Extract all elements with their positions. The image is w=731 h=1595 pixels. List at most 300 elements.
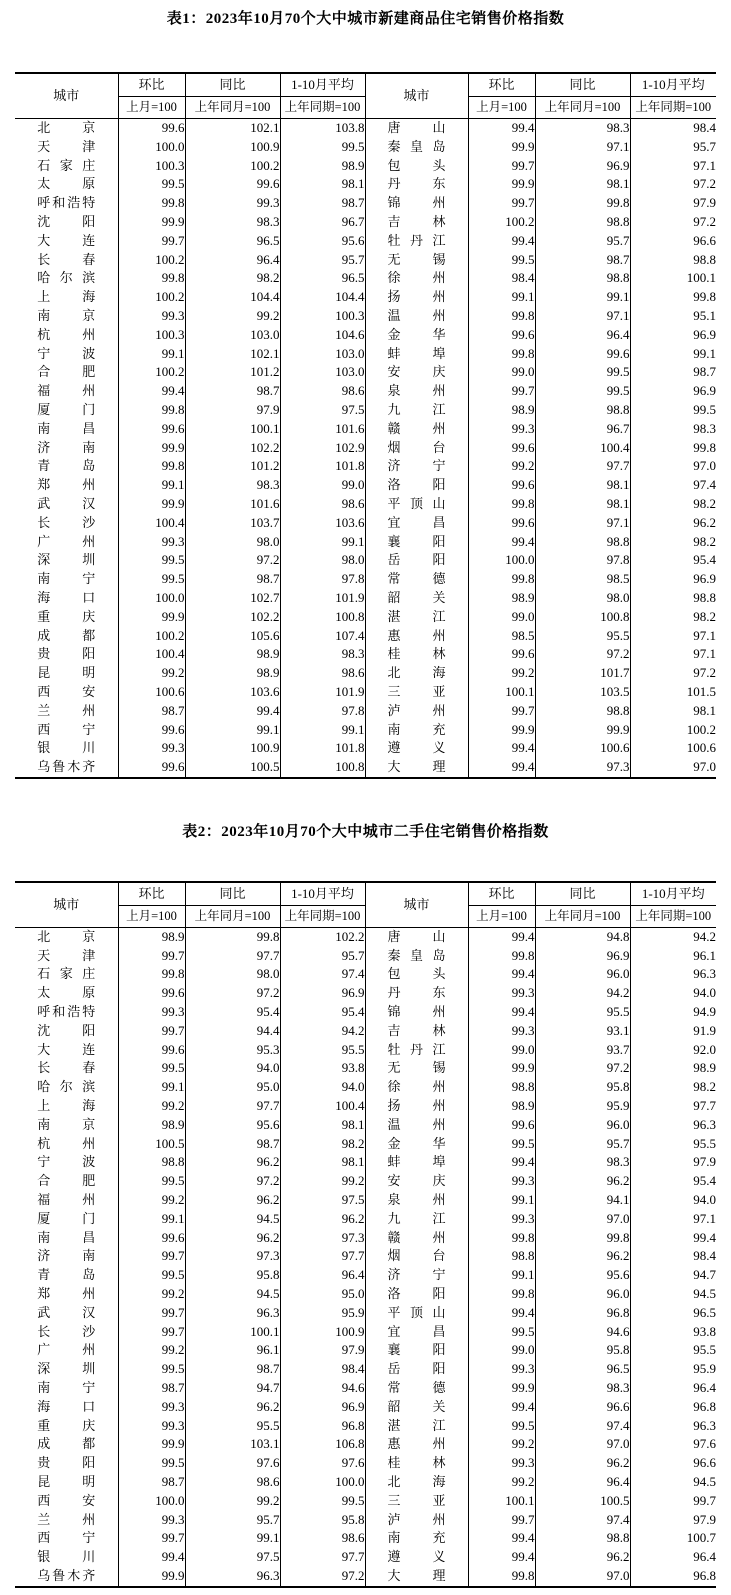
index-value-cell: 100.6 xyxy=(630,739,716,758)
city-name: 南京 xyxy=(37,307,96,323)
table1-new-home-price-index xyxy=(15,72,716,779)
city-name-cell xyxy=(15,533,118,552)
city-name: 合肥 xyxy=(37,364,96,380)
index-value-cell: 99.3 xyxy=(468,1210,535,1229)
index-value-cell: 97.0 xyxy=(535,1210,630,1229)
index-value-cell: 101.9 xyxy=(280,683,365,702)
city-name: 北海 xyxy=(387,1474,446,1489)
index-value-cell: 96.9 xyxy=(280,984,365,1003)
index-value-cell: 99.5 xyxy=(118,1360,185,1379)
index-value-cell: 96.8 xyxy=(280,1417,365,1436)
index-value-cell: 99.7 xyxy=(118,1323,185,1342)
city-name-cell xyxy=(15,551,118,570)
city-name: 泸州 xyxy=(387,1511,446,1527)
index-value-cell: 96.2 xyxy=(280,1210,365,1229)
index-value-cell: 99.9 xyxy=(468,721,535,740)
city-name-cell xyxy=(15,1135,118,1154)
city-name: 广州 xyxy=(37,533,96,549)
index-value-cell: 103.6 xyxy=(280,514,365,533)
city-name-cell xyxy=(365,457,468,476)
index-value-cell: 94.5 xyxy=(185,1210,280,1229)
index-value-cell: 99.9 xyxy=(118,439,185,458)
city-name: 扬州 xyxy=(387,289,446,305)
index-value-cell: 101.7 xyxy=(535,664,630,683)
table-row xyxy=(15,608,716,627)
index-value-cell: 100.4 xyxy=(280,1097,365,1116)
city-name-cell xyxy=(15,1285,118,1304)
index-value-cell: 97.5 xyxy=(280,401,365,420)
city-name: 太原 xyxy=(37,176,96,192)
city-name-cell xyxy=(15,382,118,401)
city-name: 西安 xyxy=(37,683,96,699)
city-name-cell xyxy=(365,1041,468,1060)
city-name-cell xyxy=(365,1529,468,1548)
index-value-cell: 99.2 xyxy=(185,307,280,326)
index-value-cell: 98.4 xyxy=(630,1247,716,1266)
index-value-cell: 100.7 xyxy=(630,1529,716,1548)
index-value-cell: 92.0 xyxy=(630,1041,716,1060)
index-value-cell: 99.3 xyxy=(118,1398,185,1417)
city-name-cell xyxy=(365,194,468,213)
index-value-cell: 98.8 xyxy=(535,1529,630,1548)
index-value-cell: 99.3 xyxy=(468,1454,535,1473)
index-value-cell: 97.2 xyxy=(630,175,716,194)
city-name: 金华 xyxy=(387,326,446,342)
table-row xyxy=(15,664,716,683)
index-value-cell: 97.2 xyxy=(535,645,630,664)
index-value-cell: 99.4 xyxy=(185,702,280,721)
city-name-cell xyxy=(15,457,118,476)
index-value-cell: 100.4 xyxy=(118,645,185,664)
table-row xyxy=(15,1454,716,1473)
index-value-cell: 99.9 xyxy=(535,721,630,740)
index-value-cell: 93.1 xyxy=(535,1022,630,1041)
city-name: 西宁 xyxy=(37,721,96,737)
index-value-cell: 97.1 xyxy=(630,627,716,646)
city-name: 南宁 xyxy=(37,571,96,587)
city-name: 合肥 xyxy=(37,1173,96,1189)
city-name: 杭州 xyxy=(37,1135,96,1151)
city-name: 青岛 xyxy=(37,1267,96,1283)
table-row xyxy=(15,1417,716,1436)
city-name: 常德 xyxy=(387,571,446,587)
city-name: 温州 xyxy=(387,1116,446,1132)
city-name-cell xyxy=(365,514,468,533)
index-value-cell: 98.7 xyxy=(185,570,280,589)
city-name: 兰州 xyxy=(37,702,96,718)
index-value-cell: 94.0 xyxy=(630,984,716,1003)
city-name-cell xyxy=(365,269,468,288)
index-value-cell: 98.1 xyxy=(535,476,630,495)
city-name: 大连 xyxy=(37,1041,96,1057)
city-name-cell xyxy=(365,627,468,646)
column-subheader-avg-base: 上年同期=100 xyxy=(280,97,365,119)
index-value-cell: 96.0 xyxy=(535,1285,630,1304)
city-name: 安庆 xyxy=(387,364,446,380)
city-name: 深圳 xyxy=(37,1361,96,1377)
index-value-cell: 102.9 xyxy=(280,439,365,458)
city-name-cell xyxy=(15,702,118,721)
city-name-cell xyxy=(15,1473,118,1492)
city-name: 沈阳 xyxy=(37,213,96,229)
index-value-cell: 98.9 xyxy=(118,1116,185,1135)
index-value-cell: 97.7 xyxy=(280,1247,365,1266)
city-name: 岳阳 xyxy=(387,552,446,568)
city-name: 吉林 xyxy=(387,1022,446,1038)
index-value-cell: 99.6 xyxy=(468,326,535,345)
city-name-cell xyxy=(365,1417,468,1436)
city-name: 上海 xyxy=(37,1098,96,1114)
city-name-cell xyxy=(365,326,468,345)
index-value-cell: 98.7 xyxy=(185,382,280,401)
index-value-cell: 97.7 xyxy=(185,947,280,966)
index-value-cell: 96.9 xyxy=(630,570,716,589)
index-value-cell: 96.8 xyxy=(535,1304,630,1323)
city-name: 长沙 xyxy=(37,514,96,530)
column-header-avg: 1-10月平均 xyxy=(630,882,716,906)
city-name: 福州 xyxy=(37,1192,96,1208)
column-header-mom: 环比 xyxy=(468,882,535,906)
index-value-cell: 94.1 xyxy=(535,1191,630,1210)
index-value-cell: 100.0 xyxy=(280,1473,365,1492)
index-value-cell: 98.1 xyxy=(630,702,716,721)
index-value-cell: 99.4 xyxy=(468,965,535,984)
city-name-cell xyxy=(365,570,468,589)
index-value-cell: 99.8 xyxy=(630,288,716,307)
city-name: 常德 xyxy=(387,1380,446,1396)
city-name: 九江 xyxy=(387,401,446,417)
index-value-cell: 99.7 xyxy=(468,702,535,721)
city-name: 大理 xyxy=(387,1567,446,1583)
city-name-cell xyxy=(15,326,118,345)
index-value-cell: 100.0 xyxy=(118,589,185,608)
index-value-cell: 97.3 xyxy=(535,758,630,778)
table-row xyxy=(15,702,716,721)
city-name-cell xyxy=(15,1304,118,1323)
index-value-cell: 96.0 xyxy=(535,1116,630,1135)
index-value-cell: 99.2 xyxy=(118,1341,185,1360)
city-name: 武汉 xyxy=(37,1304,96,1320)
table-row xyxy=(15,947,716,966)
city-name: 南充 xyxy=(387,1530,446,1546)
index-value-cell: 98.3 xyxy=(535,1153,630,1172)
city-name: 重庆 xyxy=(37,608,96,624)
index-value-cell: 100.6 xyxy=(535,739,630,758)
index-value-cell: 97.1 xyxy=(535,307,630,326)
city-name-cell xyxy=(15,307,118,326)
city-name-cell xyxy=(15,1022,118,1041)
index-value-cell: 96.1 xyxy=(630,947,716,966)
city-name: 桂林 xyxy=(387,1455,446,1471)
index-value-cell: 99.8 xyxy=(118,401,185,420)
index-value-cell: 97.2 xyxy=(185,1172,280,1191)
index-value-cell: 99.1 xyxy=(468,1266,535,1285)
city-name: 乌鲁木齐 xyxy=(37,1567,96,1583)
index-value-cell: 100.4 xyxy=(118,514,185,533)
index-value-cell: 99.5 xyxy=(630,401,716,420)
index-value-cell: 96.9 xyxy=(535,157,630,176)
index-value-cell: 99.5 xyxy=(118,1059,185,1078)
table-row xyxy=(15,1135,716,1154)
city-name-cell xyxy=(15,213,118,232)
index-value-cell: 96.2 xyxy=(535,1454,630,1473)
index-value-cell: 100.9 xyxy=(280,1323,365,1342)
city-name: 南京 xyxy=(37,1116,96,1132)
city-name: 泉州 xyxy=(387,1192,446,1208)
city-name: 襄阳 xyxy=(387,533,446,549)
index-value-cell: 94.4 xyxy=(185,1022,280,1041)
city-name-cell xyxy=(15,1398,118,1417)
index-value-cell: 95.0 xyxy=(280,1285,365,1304)
index-value-cell: 96.5 xyxy=(535,1360,630,1379)
index-value-cell: 102.2 xyxy=(280,927,365,946)
index-value-cell: 95.9 xyxy=(535,1097,630,1116)
city-name: 牡丹江 xyxy=(387,1041,446,1057)
index-value-cell: 99.8 xyxy=(118,269,185,288)
table-row xyxy=(15,927,716,946)
city-name-cell xyxy=(15,1323,118,1342)
city-name: 唐山 xyxy=(387,120,446,135)
index-value-cell: 100.1 xyxy=(185,1323,280,1342)
index-value-cell: 97.4 xyxy=(535,1511,630,1530)
city-name-cell xyxy=(15,1266,118,1285)
index-value-cell: 97.2 xyxy=(535,1059,630,1078)
index-value-cell: 96.2 xyxy=(185,1398,280,1417)
index-value-cell: 99.4 xyxy=(118,382,185,401)
column-header-city: 城市 xyxy=(365,73,468,119)
index-value-cell: 97.2 xyxy=(185,551,280,570)
index-value-cell: 95.5 xyxy=(630,1341,716,1360)
city-name: 赣州 xyxy=(387,420,446,436)
city-name: 广州 xyxy=(37,1342,96,1358)
index-value-cell: 99.2 xyxy=(118,1097,185,1116)
city-name-cell xyxy=(15,627,118,646)
index-value-cell: 99.6 xyxy=(118,1229,185,1248)
index-value-cell: 103.1 xyxy=(185,1435,280,1454)
index-value-cell: 99.5 xyxy=(280,1492,365,1511)
index-value-cell: 97.9 xyxy=(185,401,280,420)
column-subheader-yoy-base: 上年同月=100 xyxy=(185,905,280,927)
index-value-cell: 100.8 xyxy=(280,758,365,778)
index-value-cell: 96.6 xyxy=(630,1454,716,1473)
column-subheader-mom-base: 上月=100 xyxy=(118,905,185,927)
index-value-cell: 97.4 xyxy=(535,1417,630,1436)
index-value-cell: 99.2 xyxy=(280,1172,365,1191)
index-value-cell: 94.8 xyxy=(535,927,630,946)
index-value-cell: 97.1 xyxy=(630,1210,716,1229)
index-value-cell: 95.5 xyxy=(630,1135,716,1154)
city-name: 三亚 xyxy=(387,1492,446,1508)
index-value-cell: 96.6 xyxy=(630,232,716,251)
city-name: 长春 xyxy=(37,1060,96,1076)
city-name-cell xyxy=(365,1473,468,1492)
city-name: 大理 xyxy=(387,759,446,775)
index-value-cell: 101.2 xyxy=(185,457,280,476)
index-value-cell: 98.9 xyxy=(468,401,535,420)
table-row xyxy=(15,984,716,1003)
city-name-cell xyxy=(365,1398,468,1417)
index-value-cell: 98.8 xyxy=(535,213,630,232)
city-name-cell xyxy=(15,476,118,495)
city-name: 银川 xyxy=(37,1549,96,1565)
city-name-cell xyxy=(15,1116,118,1135)
index-value-cell: 99.5 xyxy=(468,251,535,270)
index-value-cell: 98.7 xyxy=(118,1473,185,1492)
index-value-cell: 99.7 xyxy=(630,1492,716,1511)
index-value-cell: 99.0 xyxy=(468,1341,535,1360)
table-row xyxy=(15,138,716,157)
city-name: 福州 xyxy=(37,383,96,399)
index-value-cell: 98.7 xyxy=(280,194,365,213)
city-name: 长沙 xyxy=(37,1323,96,1339)
index-value-cell: 96.9 xyxy=(630,326,716,345)
index-value-cell: 96.4 xyxy=(630,1379,716,1398)
index-value-cell: 96.2 xyxy=(630,514,716,533)
city-name-cell xyxy=(365,683,468,702)
city-name: 天津 xyxy=(37,947,96,963)
index-value-cell: 98.6 xyxy=(280,664,365,683)
index-value-cell: 99.9 xyxy=(118,1435,185,1454)
city-name-cell xyxy=(15,345,118,364)
index-value-cell: 95.9 xyxy=(630,1360,716,1379)
index-value-cell: 98.6 xyxy=(185,1473,280,1492)
city-name: 宜昌 xyxy=(387,514,446,530)
city-name-cell xyxy=(365,1341,468,1360)
city-name: 郑州 xyxy=(37,1286,96,1302)
city-name-cell xyxy=(15,1417,118,1436)
index-value-cell: 99.4 xyxy=(468,1398,535,1417)
city-name: 扬州 xyxy=(387,1098,446,1114)
index-value-cell: 98.0 xyxy=(535,589,630,608)
city-name-cell xyxy=(15,645,118,664)
table-row xyxy=(15,495,716,514)
index-value-cell: 105.6 xyxy=(185,627,280,646)
table-row xyxy=(15,288,716,307)
column-subheader-yoy-base: 上年同月=100 xyxy=(185,97,280,119)
index-value-cell: 99.2 xyxy=(185,1492,280,1511)
index-value-cell: 101.8 xyxy=(280,457,365,476)
index-value-cell: 99.7 xyxy=(118,1529,185,1548)
table-row xyxy=(15,1304,716,1323)
index-value-cell: 99.2 xyxy=(468,664,535,683)
city-name-cell xyxy=(365,1567,468,1587)
city-name: 厦门 xyxy=(37,1210,96,1226)
table-row xyxy=(15,627,716,646)
city-name-cell xyxy=(15,1529,118,1548)
city-name-cell xyxy=(15,1511,118,1530)
index-value-cell: 104.4 xyxy=(280,288,365,307)
index-value-cell: 103.7 xyxy=(185,514,280,533)
index-value-cell: 99.2 xyxy=(118,1191,185,1210)
index-value-cell: 99.9 xyxy=(468,1379,535,1398)
index-value-cell: 98.5 xyxy=(535,570,630,589)
index-value-cell: 97.2 xyxy=(280,1567,365,1587)
table-row xyxy=(15,589,716,608)
city-name: 厦门 xyxy=(37,401,96,417)
column-header-yoy: 同比 xyxy=(535,882,630,906)
table-row xyxy=(15,533,716,552)
index-value-cell: 97.5 xyxy=(185,1548,280,1567)
city-name-cell xyxy=(365,1059,468,1078)
index-value-cell: 99.8 xyxy=(118,965,185,984)
city-name-cell xyxy=(15,1191,118,1210)
index-value-cell: 100.2 xyxy=(118,288,185,307)
city-name: 温州 xyxy=(387,307,446,323)
index-value-cell: 96.9 xyxy=(535,947,630,966)
index-value-cell: 97.3 xyxy=(185,1247,280,1266)
table-row xyxy=(15,1511,716,1530)
city-name-cell xyxy=(365,758,468,778)
table-row xyxy=(15,1285,716,1304)
table-row xyxy=(15,476,716,495)
table-row xyxy=(15,1567,716,1587)
table-row xyxy=(15,551,716,570)
index-value-cell: 98.6 xyxy=(280,1529,365,1548)
index-value-cell: 99.4 xyxy=(468,758,535,778)
city-name-cell xyxy=(15,947,118,966)
table-row xyxy=(15,645,716,664)
city-name: 韶关 xyxy=(387,1398,446,1414)
index-value-cell: 96.5 xyxy=(185,232,280,251)
index-value-cell: 97.8 xyxy=(280,570,365,589)
table-row xyxy=(15,119,716,138)
index-value-cell: 99.6 xyxy=(468,1116,535,1135)
index-value-cell: 99.8 xyxy=(630,439,716,458)
index-value-cell: 97.2 xyxy=(185,984,280,1003)
index-value-cell: 96.0 xyxy=(535,965,630,984)
index-value-cell: 99.4 xyxy=(468,927,535,946)
city-name-cell xyxy=(15,1360,118,1379)
index-value-cell: 96.7 xyxy=(280,213,365,232)
index-value-cell: 95.7 xyxy=(280,251,365,270)
city-name-cell xyxy=(365,1379,468,1398)
city-name: 深圳 xyxy=(37,552,96,568)
table-row xyxy=(15,1266,716,1285)
index-value-cell: 96.7 xyxy=(535,420,630,439)
city-name: 大连 xyxy=(37,232,96,248)
index-value-cell: 102.2 xyxy=(185,439,280,458)
city-name-cell xyxy=(15,1210,118,1229)
city-name: 昆明 xyxy=(37,1474,96,1489)
index-value-cell: 97.6 xyxy=(630,1435,716,1454)
table-row xyxy=(15,1341,716,1360)
city-name: 无锡 xyxy=(387,1060,446,1076)
index-value-cell: 99.0 xyxy=(468,608,535,627)
index-value-cell: 96.4 xyxy=(185,251,280,270)
index-value-cell: 100.0 xyxy=(118,1492,185,1511)
city-name-cell xyxy=(365,645,468,664)
index-value-cell: 95.8 xyxy=(535,1078,630,1097)
city-name-cell xyxy=(365,927,468,946)
index-value-cell: 98.8 xyxy=(118,1153,185,1172)
index-value-cell: 95.7 xyxy=(535,1135,630,1154)
city-name-cell xyxy=(15,721,118,740)
index-value-cell: 97.7 xyxy=(535,457,630,476)
city-name: 乌鲁木齐 xyxy=(37,759,96,775)
city-name: 银川 xyxy=(37,740,96,756)
city-name: 三亚 xyxy=(387,683,446,699)
index-value-cell: 94.0 xyxy=(630,1191,716,1210)
index-value-cell: 100.2 xyxy=(118,251,185,270)
index-value-cell: 101.8 xyxy=(280,739,365,758)
table-row xyxy=(15,457,716,476)
table-row xyxy=(15,1153,716,1172)
index-value-cell: 95.5 xyxy=(185,1417,280,1436)
index-value-cell: 99.8 xyxy=(118,457,185,476)
index-value-cell: 93.8 xyxy=(280,1059,365,1078)
index-value-cell: 99.7 xyxy=(468,382,535,401)
index-value-cell: 100.5 xyxy=(535,1492,630,1511)
